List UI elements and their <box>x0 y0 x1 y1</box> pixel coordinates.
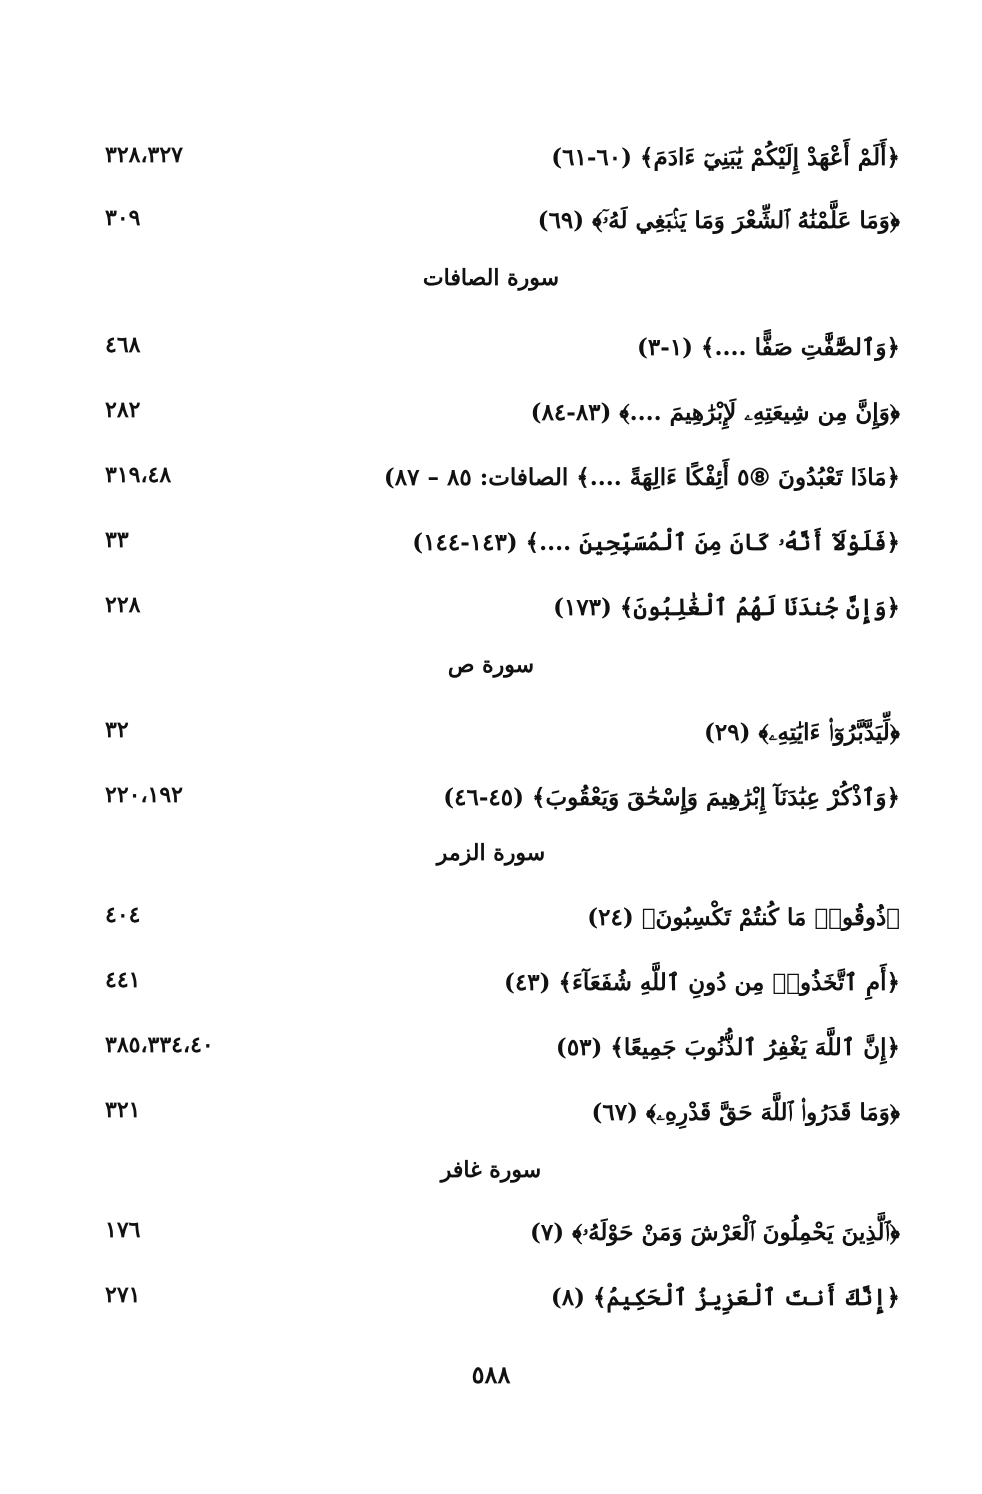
verse-text: ﴿وَٱلصَّٰٓفَّٰتِ صَفًّا ....﴾ (١-٣) <box>637 334 900 361</box>
index-row <box>80 960 900 1006</box>
page-references: ٣٢٨،٣٢٧ <box>105 142 183 168</box>
verse-text: ﴿أَمِ ٱتَّخَذُوا۟ مِن دُونِ ٱللَّهِ شُفَعَآءَ﴾ (٤٣) <box>504 969 900 996</box>
surah-heading: سورة الصافات <box>422 265 560 291</box>
index-row <box>80 1275 900 1321</box>
page-references: ٤٠٤ <box>105 902 141 928</box>
verse-text: ﴿أَلَمْ أَعْهَدْ إِلَيْكُمْ يَٰبَنِيٓ ءَادَمَ﴾ (٦٠-٦١) <box>551 144 900 171</box>
index-row <box>80 775 900 821</box>
page-references: ٣٢ <box>105 717 129 743</box>
page-references: ٢٧١ <box>105 1282 141 1308</box>
page-references: ٢٢٨ <box>105 592 141 618</box>
page-number: ٥٨٨ <box>471 1360 511 1389</box>
index-row <box>80 1025 900 1071</box>
verse-text: ﴿وَٱذْكُرْ عِبَٰدَنَآ إِبْرَٰهِيمَ وَإِسْحَٰقَ وَيَعْقُوبَ﴾ (٤٥-٤٦) <box>443 784 900 811</box>
verse-text: ﴿وَإِنَّ جُندَنَا لَهُمُ ٱلْغَٰلِبُونَ﴾ (١٧٣) <box>553 594 900 621</box>
page-references: ٤٤١ <box>105 967 141 993</box>
surah-heading: سورة ص <box>447 652 535 678</box>
page-references: ١٧٦ <box>105 1217 141 1243</box>
page-references: ٤٦٨ <box>105 332 141 358</box>
index-row <box>80 1210 900 1256</box>
page-references: ٢٢٠،١٩٢ <box>105 782 183 808</box>
verse-text: ﴿لِّيَدَّبَّرُوٓا۟ ءَايَٰتِهِۦ﴾ (٢٩) <box>704 719 900 746</box>
index-row <box>80 1090 900 1136</box>
page-references: ٢٨٢ <box>105 397 141 423</box>
verse-text: ﴿وَمَا قَدَرُوا۟ ٱللَّهَ حَقَّ قَدْرِهِۦ﴾ (٦٧) <box>591 1099 900 1126</box>
page-references: ٣٢١ <box>105 1097 141 1123</box>
verse-text: ﴿مَاذَا تَعْبُدُونَ ⑧٥ أَئِفْكًا ءَالِهَةً ....﴾ الصافات: ٨٥ – ٨٧) <box>383 464 900 491</box>
verse-text: ﴿إِنَّكَ أَنتَ ٱلْعَزِيزُ ٱلْحَكِيمُ﴾ (٨) <box>550 1284 900 1311</box>
index-row <box>80 325 900 371</box>
page-references: ٣٣ <box>105 527 129 553</box>
page-references: ٣٠٩ <box>105 205 141 231</box>
verse-text: ﴿وَإِنَّ مِن شِيعَتِهِۦ لَإِبْرَٰهِيمَ ....﴾ (٨٣-٨٤) <box>530 399 900 426</box>
index-row <box>80 520 900 566</box>
index-row <box>80 895 900 941</box>
verse-text: ﴿فَلَوْلَآ أَنَّهُۥ كَانَ مِنَ ٱلْمُسَبِّحِينَ ....﴾ (١٤٣-١٤٤) <box>412 529 900 556</box>
verse-text: ﴿ذُوقُوا۟ مَا كُنتُمْ تَكْسِبُونَ﴾ (٢٤) <box>587 904 900 931</box>
index-row <box>80 455 900 501</box>
verse-text: ﴿إِنَّ ٱللَّهَ يَغْفِرُ ٱلذُّنُوبَ جَمِيعًا﴾ (٥٣) <box>555 1034 900 1061</box>
surah-heading: سورة الزمر <box>436 840 546 866</box>
index-row <box>80 390 900 436</box>
index-row <box>80 198 900 244</box>
index-row <box>80 585 900 631</box>
verse-text: ﴿وَمَا عَلَّمْنَٰهُ ٱلشِّعْرَ وَمَا يَنۢبَغِي لَهُۥٓ﴾ (٦٩) <box>537 207 900 234</box>
page-references: ٣٨٥،٣٣٤،٤٠ <box>105 1032 214 1058</box>
index-row <box>80 135 900 181</box>
page-references: ٣١٩،٤٨ <box>105 462 172 488</box>
index-row <box>80 710 900 756</box>
surah-heading: سورة غافر <box>440 1157 542 1183</box>
verse-text: ﴿ٱلَّذِينَ يَحْمِلُونَ ٱلْعَرْشَ وَمَنْ حَوْلَهُۥ﴾ (٧) <box>530 1219 900 1246</box>
